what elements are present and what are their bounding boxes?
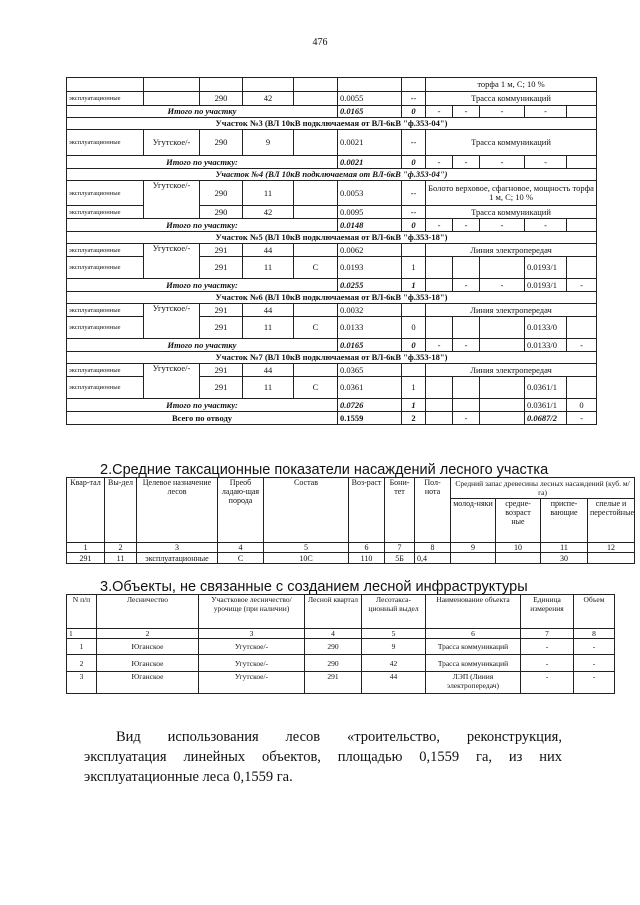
total-row (67, 219, 597, 232)
page-number: 476 (312, 37, 328, 48)
kvartal-cell: 291 (200, 304, 243, 317)
num-cell: 3 (67, 672, 97, 694)
dash-cell: -- (402, 181, 426, 206)
total-row (67, 399, 597, 412)
column-number: 5 (264, 543, 349, 553)
total-value: - (567, 279, 597, 292)
paragraph-word: «троительство, (346, 729, 441, 745)
vydel-cell: 44 (243, 364, 294, 377)
total-volume: 0.0133/0 (525, 339, 567, 352)
total-row (67, 279, 597, 292)
district-cell: Угутское/- (199, 672, 305, 694)
category-cell: эксплуатационные (67, 377, 144, 399)
kvartal-cell: 291 (67, 553, 105, 564)
table-row (67, 639, 615, 655)
section2-heading: 2.Средние таксационные показатели насаждений лесного участка (100, 462, 549, 478)
header-volume: Объем (574, 595, 615, 629)
kvartal-cell: 291 (200, 377, 243, 399)
forestry-cell: Юганское (97, 639, 199, 655)
header-vydel: Лесотакса-ционный выдел (362, 595, 426, 629)
section-header (67, 169, 597, 181)
category-cell: эксплуатационные (67, 244, 144, 257)
section3-heading: 3.Объекты, не связанные с созданием лесной инфраструктуры (100, 579, 528, 595)
header-dominant: Преоб ладаю-щая порода (218, 478, 264, 543)
column-number: 1 (67, 629, 97, 639)
vydel-cell: 11 (105, 553, 137, 564)
note-cell: торфа 1 м, С; 10 % (426, 78, 597, 92)
column-number: 4 (305, 629, 362, 639)
section-title: Участок №6 (ВЛ 10кВ подключаемая от ВЛ-6кВ "ф.353-18") (67, 292, 597, 304)
kvartal-cell: 291 (200, 257, 243, 279)
species-cell: С (294, 377, 338, 399)
vydel-cell: 42 (362, 655, 426, 672)
category-cell: эксплуатационные (67, 304, 144, 317)
dash-cell: -- (402, 206, 426, 219)
value-cell: 1 (402, 377, 426, 399)
header-stock: Средний запас древесины лесных насаждений (куб. м/га) (451, 478, 635, 499)
column-number: 9 (451, 543, 496, 553)
table-row (67, 244, 597, 257)
area-cell: 0.0365 (338, 364, 402, 377)
composition-cell: 10С (264, 553, 349, 564)
grand-total-row (67, 412, 597, 425)
vydel-cell: 44 (243, 304, 294, 317)
paragraph-word: лесов (285, 729, 321, 745)
header-row (67, 478, 635, 499)
vydel-cell: 11 (243, 181, 294, 206)
column-number: 8 (574, 629, 615, 639)
usage-paragraph (84, 727, 562, 787)
kvartal-cell: 290 (305, 655, 362, 672)
vydel-cell: 42 (243, 92, 294, 106)
total-area: 0.0726 (338, 399, 402, 412)
category-cell: эксплуатационные (67, 92, 144, 106)
column-number: 1 (67, 543, 105, 553)
section-header (67, 232, 597, 244)
area-cell: 0.0032 (338, 304, 402, 317)
header-object: Наименование объекта (426, 595, 521, 629)
total-value: - (480, 156, 525, 169)
kvartal-cell: 291 (200, 244, 243, 257)
area-cell: 0.0361 (338, 377, 402, 399)
category-cell: эксплуатационные (67, 257, 144, 279)
number-row (67, 543, 635, 553)
species-cell: С (294, 257, 338, 279)
section-title: Участок №3 (ВЛ 10кВ подключаемая от ВЛ-6кВ "ф.353-04") (67, 118, 597, 130)
section-title: Участок №7 (ВЛ 10кВ подключаемая от ВЛ-6кВ "ф.353-18") (67, 352, 597, 364)
total-area: 0.0255 (338, 279, 402, 292)
volume-cell: - (574, 639, 615, 655)
total-volume: 0.0361/1 (525, 399, 567, 412)
column-number: 2 (105, 543, 137, 553)
header-composition: Состав (264, 478, 349, 543)
volume-cell: 0.0361/1 (525, 377, 567, 399)
header-purpose: Целевое назначение лесов (137, 478, 218, 543)
total-area: 0.0148 (338, 219, 402, 232)
note-cell: Линия электропередач (426, 304, 597, 317)
table-row (67, 304, 597, 317)
objects-table (66, 594, 615, 694)
total-value: - (525, 156, 567, 169)
vydel-cell: 44 (243, 244, 294, 257)
bonitet-cell: 5Б (385, 553, 415, 564)
grand-total-volume: 0.0687/2 (525, 412, 567, 425)
column-number: 6 (349, 543, 385, 553)
column-number: 11 (541, 543, 588, 553)
vydel-cell: 9 (243, 130, 294, 156)
unit-cell: - (521, 672, 574, 694)
header-row (67, 595, 615, 629)
middle-cell (496, 553, 541, 564)
total-value: - (453, 106, 480, 118)
header-vydel: Вы-дел (105, 478, 137, 543)
total-value: 1 (402, 399, 426, 412)
header-unit: Единица измерения (521, 595, 574, 629)
category-cell: эксплуатационные (67, 364, 144, 377)
note-cell: Трасса коммуникаций (426, 92, 597, 106)
table-row (67, 553, 635, 564)
note-cell: Трасса коммуникаций (426, 206, 597, 219)
section-header (67, 292, 597, 304)
paragraph-line: эксплуатационные леса 0,1559 га. (84, 769, 293, 785)
category-cell: эксплуатационные (67, 130, 144, 156)
section-header (67, 118, 597, 130)
total-volume: 0.0193/1 (525, 279, 567, 292)
table-row (67, 78, 597, 92)
district-cell: Угутское/- (199, 639, 305, 655)
total-value: 0 (402, 106, 426, 118)
num-cell: 1 (67, 639, 97, 655)
note-cell: Линия электропередач (426, 364, 597, 377)
grand-total-area: 0.1559 (338, 412, 402, 425)
object-cell: Трасса коммуникаций (426, 655, 521, 672)
header-middle: средне-возраст ные (496, 499, 541, 543)
total-value: - (525, 219, 567, 232)
forestry-cell: Юганское (97, 672, 199, 694)
total-value: - (453, 156, 480, 169)
total-value: - (426, 106, 453, 118)
paragraph-line (84, 727, 562, 747)
grand-total-value: - (453, 412, 480, 425)
total-value: 0 (402, 339, 426, 352)
column-number: 4 (218, 543, 264, 553)
paragraph-word: Вид (116, 729, 141, 745)
total-row (67, 106, 597, 118)
table-row (67, 181, 597, 206)
total-label: Итого по участку (67, 339, 338, 352)
kvartal-cell: 290 (305, 639, 362, 655)
section-header (67, 352, 597, 364)
forestry-cell: Угутское/- (144, 244, 200, 279)
area-cell: 0.0055 (338, 92, 402, 106)
unit-cell: - (521, 655, 574, 672)
total-value: 1 (402, 279, 426, 292)
paragraph-line: эксплуатация линейных объектов, площадью 0,1559 га, из них (84, 749, 562, 765)
volume-cell: - (574, 672, 615, 694)
column-number: 7 (385, 543, 415, 553)
premature-cell: 30 (541, 553, 588, 564)
header-kvartal: Квар-тал (67, 478, 105, 543)
young-cell (451, 553, 496, 564)
table-row (67, 672, 615, 694)
district-cell: Угутское/- (199, 655, 305, 672)
area-cell: 0.0133 (338, 317, 402, 339)
value-cell: 1 (402, 257, 426, 279)
table-row (67, 364, 597, 377)
volume-cell: - (574, 655, 615, 672)
total-value: - (453, 339, 480, 352)
area-cell: 0.0095 (338, 206, 402, 219)
dominant-cell: С (218, 553, 264, 564)
volume-cell: 0.0193/1 (525, 257, 567, 279)
paragraph-word: использования (167, 729, 259, 745)
total-area: 0.0021 (338, 156, 402, 169)
section-title: Участок №4 (ВЛ 10кВ подключаемая от ВЛ-6кВ "ф.353-04") (67, 169, 597, 181)
total-value: - (525, 106, 567, 118)
total-label: Итого по участку: (67, 219, 338, 232)
total-value: - (480, 279, 525, 292)
area-cell: 0.0193 (338, 257, 402, 279)
vydel-cell: 11 (243, 377, 294, 399)
total-value: - (453, 279, 480, 292)
kvartal-cell: 291 (200, 364, 243, 377)
note-cell: Линия электропередач (426, 244, 597, 257)
header-premature: приспе-вающие (541, 499, 588, 543)
grand-total-value: - (567, 412, 597, 425)
dash-cell: -- (402, 92, 426, 106)
density-cell: 0,4 (415, 553, 451, 564)
header-bonitet: Бони-тет (385, 478, 415, 543)
value-cell: 0 (402, 317, 426, 339)
total-row (67, 339, 597, 352)
paragraph-word: реконструкция, (466, 729, 562, 745)
note-cell: Болото верховое, сфагновое, мощность торфа 1 м, С; 10 % (426, 181, 597, 206)
vydel-cell: 42 (243, 206, 294, 219)
header-forestry: Лесничество (97, 595, 199, 629)
total-value: - (567, 339, 597, 352)
table-row (67, 92, 597, 106)
purpose-cell: эксплуатационные (137, 553, 218, 564)
note-cell: Трасса коммуникаций (426, 130, 597, 156)
object-cell: Трасса коммуникаций (426, 639, 521, 655)
grand-total-value: 2 (402, 412, 426, 425)
volume-cell: 0.0133/0 (525, 317, 567, 339)
vydel-cell: 11 (243, 317, 294, 339)
grand-total-label: Всего по отводу (67, 412, 338, 425)
kvartal-cell: 290 (200, 130, 243, 156)
kvartal-cell: 290 (200, 206, 243, 219)
total-value: - (480, 219, 525, 232)
header-density: Пол-нота (415, 478, 451, 543)
column-number: 8 (415, 543, 451, 553)
column-number: 3 (199, 629, 305, 639)
column-number: 5 (362, 629, 426, 639)
header-num: N п/п (67, 595, 97, 629)
num-cell: 2 (67, 655, 97, 672)
allotment-table (66, 77, 597, 425)
section-title: Участок №5 (ВЛ 10кВ подключаемая от ВЛ-6кВ "ф.353-18") (67, 232, 597, 244)
kvartal-cell: 290 (200, 92, 243, 106)
dash-cell: -- (402, 130, 426, 156)
total-row (67, 156, 597, 169)
taxation-table (66, 477, 635, 564)
header-kvartal: Лесной квартал (305, 595, 362, 629)
table-row (67, 655, 615, 672)
total-label: Итого по участку: (67, 279, 338, 292)
column-number: 2 (97, 629, 199, 639)
category-cell: эксплуатационные (67, 317, 144, 339)
age-cell: 110 (349, 553, 385, 564)
area-cell: 0.0021 (338, 130, 402, 156)
species-cell: С (294, 317, 338, 339)
object-cell: ЛЭП (Линия электропередач) (426, 672, 521, 694)
column-number: 7 (521, 629, 574, 639)
total-label: Итого по участку (67, 106, 338, 118)
unit-cell: - (521, 639, 574, 655)
total-value: 0 (402, 219, 426, 232)
total-label: Итого по участку: (67, 156, 338, 169)
column-number: 10 (496, 543, 541, 553)
total-value: - (480, 106, 525, 118)
header-district: Участковое лесничество/урочище (при наличии) (199, 595, 305, 629)
number-row (67, 629, 615, 639)
column-number: 3 (137, 543, 218, 553)
vydel-cell: 44 (362, 672, 426, 694)
area-cell: 0.0053 (338, 181, 402, 206)
vydel-cell: 9 (362, 639, 426, 655)
forestry-cell: Угутское/- (144, 130, 200, 156)
kvartal-cell: 291 (200, 317, 243, 339)
table-row (67, 130, 597, 156)
column-number: 12 (588, 543, 635, 553)
vydel-cell: 11 (243, 257, 294, 279)
header-young: молод-няки (451, 499, 496, 543)
header-age: Воз-раст (349, 478, 385, 543)
forestry-cell: Угутское/- (144, 181, 200, 219)
total-area: 0.0165 (338, 339, 402, 352)
forestry-cell: Угутское/- (144, 304, 200, 339)
total-value: - (453, 219, 480, 232)
total-label: Итого по участку: (67, 399, 338, 412)
total-value: - (426, 219, 453, 232)
kvartal-cell: 291 (305, 672, 362, 694)
total-value: 0 (402, 156, 426, 169)
category-cell: эксплуатационные (67, 181, 144, 206)
forestry-cell: Юганское (97, 655, 199, 672)
forestry-cell: Угутское/- (144, 364, 200, 399)
total-area: 0.0165 (338, 106, 402, 118)
area-cell: 0.0062 (338, 244, 402, 257)
category-cell: эксплуатационные (67, 206, 144, 219)
kvartal-cell: 290 (200, 181, 243, 206)
total-value: - (426, 339, 453, 352)
header-mature: спелые и перестойные (588, 499, 635, 543)
total-value: - (426, 156, 453, 169)
mature-cell (588, 553, 635, 564)
total-value: 0 (567, 399, 597, 412)
column-number: 6 (426, 629, 521, 639)
